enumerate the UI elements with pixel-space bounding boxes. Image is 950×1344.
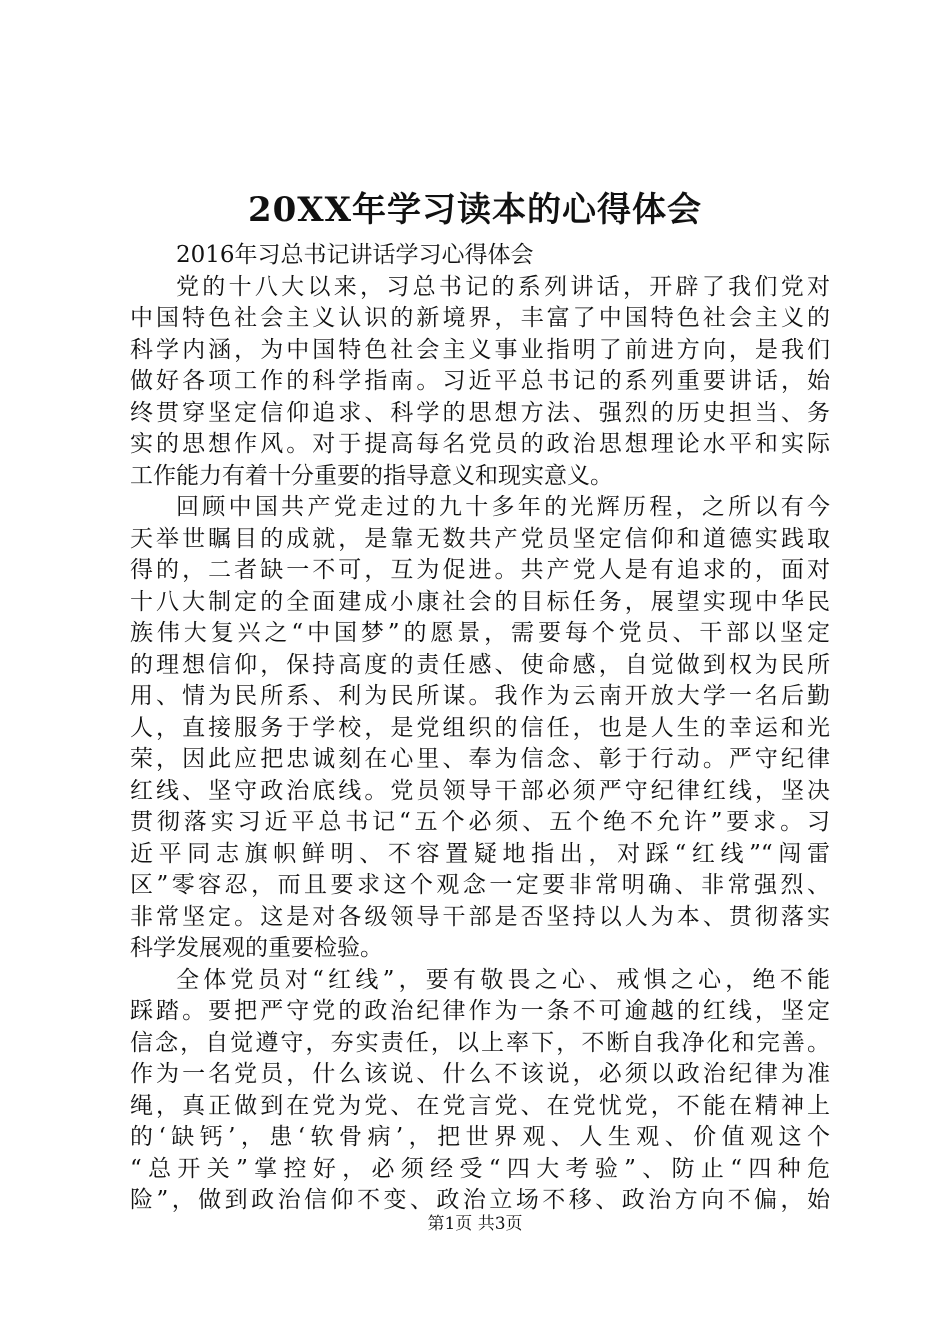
text-line: 回顾中国共产党走过的九十多年的光辉历程，之所以有今 (176, 494, 830, 520)
text-line: 科学发展观的重要检验。 (130, 935, 383, 961)
text-line: 实的思想作风。对于提高每名党员的政治思想理论水平和实际 (130, 431, 830, 457)
document-title: 20XX年学习读本的心得体会 (247, 190, 703, 230)
text-line: 的理想信仰，保持高度的责任感、使命感，自觉做到权为民所 (130, 651, 830, 678)
text-line: 贯彻落实习近平总书记“五个必须、五个绝不允许”要求。习 (130, 809, 830, 835)
text-line: 绳，真正做到在党为党、在党言党、在党忧党，不能在精神上 (130, 1092, 830, 1119)
text-line: 近平同志旗帜鲜明、不容置疑地指出，对踩“红线”“闯雷 (130, 840, 830, 867)
text-line: “总开关”掌控好，必须经受“四大考验”、防止“四种危 (130, 1155, 830, 1182)
text-line: 得的，二者缺一不可，互为促进。共产党人是有追求的，面对 (130, 557, 830, 583)
text-line: 中国特色社会主义认识的新境界，丰富了中国特色社会主义的 (130, 305, 830, 331)
text-line: 非常坚定。这是对各级领导干部是否坚持以人为本、贯彻落实 (130, 903, 830, 930)
text-line: 信念，自觉遵守，夯实责任，以上率下，不断自我净化和完善。 (130, 1029, 830, 1056)
text-line: 做好各项工作的科学指南。习近平总书记的系列重要讲话，始 (130, 368, 830, 394)
text-line: 荣，因此应把忠诚刻在心里、奉为信念、彰于行动。严守纪律 (130, 746, 830, 772)
text-line: 人，直接服务于学校，是党组织的信任，也是人生的幸运和光 (130, 714, 830, 741)
page-footer: 第1页 共3页 (427, 1214, 523, 1234)
text-line: 党的十八大以来，习总书记的系列讲话，开辟了我们党对 (176, 273, 830, 300)
text-line: 2016年习总书记讲话学习心得体会 (176, 242, 534, 268)
text-line: 用、情为民所系、利为民所谋。我作为云南开放大学一名后勤 (130, 683, 830, 709)
text-line: 红线、坚守政治底线。党员领导干部必须严守纪律红线，坚决 (130, 777, 830, 804)
text-line: 全体党员对“红线”，要有敬畏之心、戒惧之心，绝不能 (176, 966, 830, 993)
text-line: 的‘缺钙’，患‘软骨病’，把世界观、人生观、价值观这个 (130, 1124, 830, 1150)
text-line: 天举世瞩目的成就，是靠无数共产党员坚定信仰和道德实践取 (130, 525, 830, 552)
text-line: 险”，做到政治信仰不变、政治立场不移、政治方向不偏，始 (130, 1187, 830, 1213)
text-line: 工作能力有着十分重要的指导意义和现实意义。 (130, 462, 613, 489)
text-line: 区”零容忍，而且要求这个观念一定要非常明确、非常强烈、 (130, 872, 830, 898)
document-body (130, 240, 830, 1217)
text-line: 终贯穿坚定信仰追求、科学的思想方法、强烈的历史担当、务 (130, 399, 830, 426)
text-line: 十八大制定的全面建成小康社会的目标任务，展望实现中华民 (130, 588, 830, 615)
text-line: 族伟大复兴之“中国梦”的愿景，需要每个党员、干部以坚定 (130, 620, 830, 646)
text-line: 科学内涵，为中国特色社会主义事业指明了前进方向，是我们 (130, 336, 830, 363)
text-line: 踩踏。要把严守党的政治纪律作为一条不可逾越的红线，坚定 (130, 998, 830, 1024)
text-line: 作为一名党员，什么该说、什么不该说，必须以政治纪律为准 (130, 1061, 830, 1087)
